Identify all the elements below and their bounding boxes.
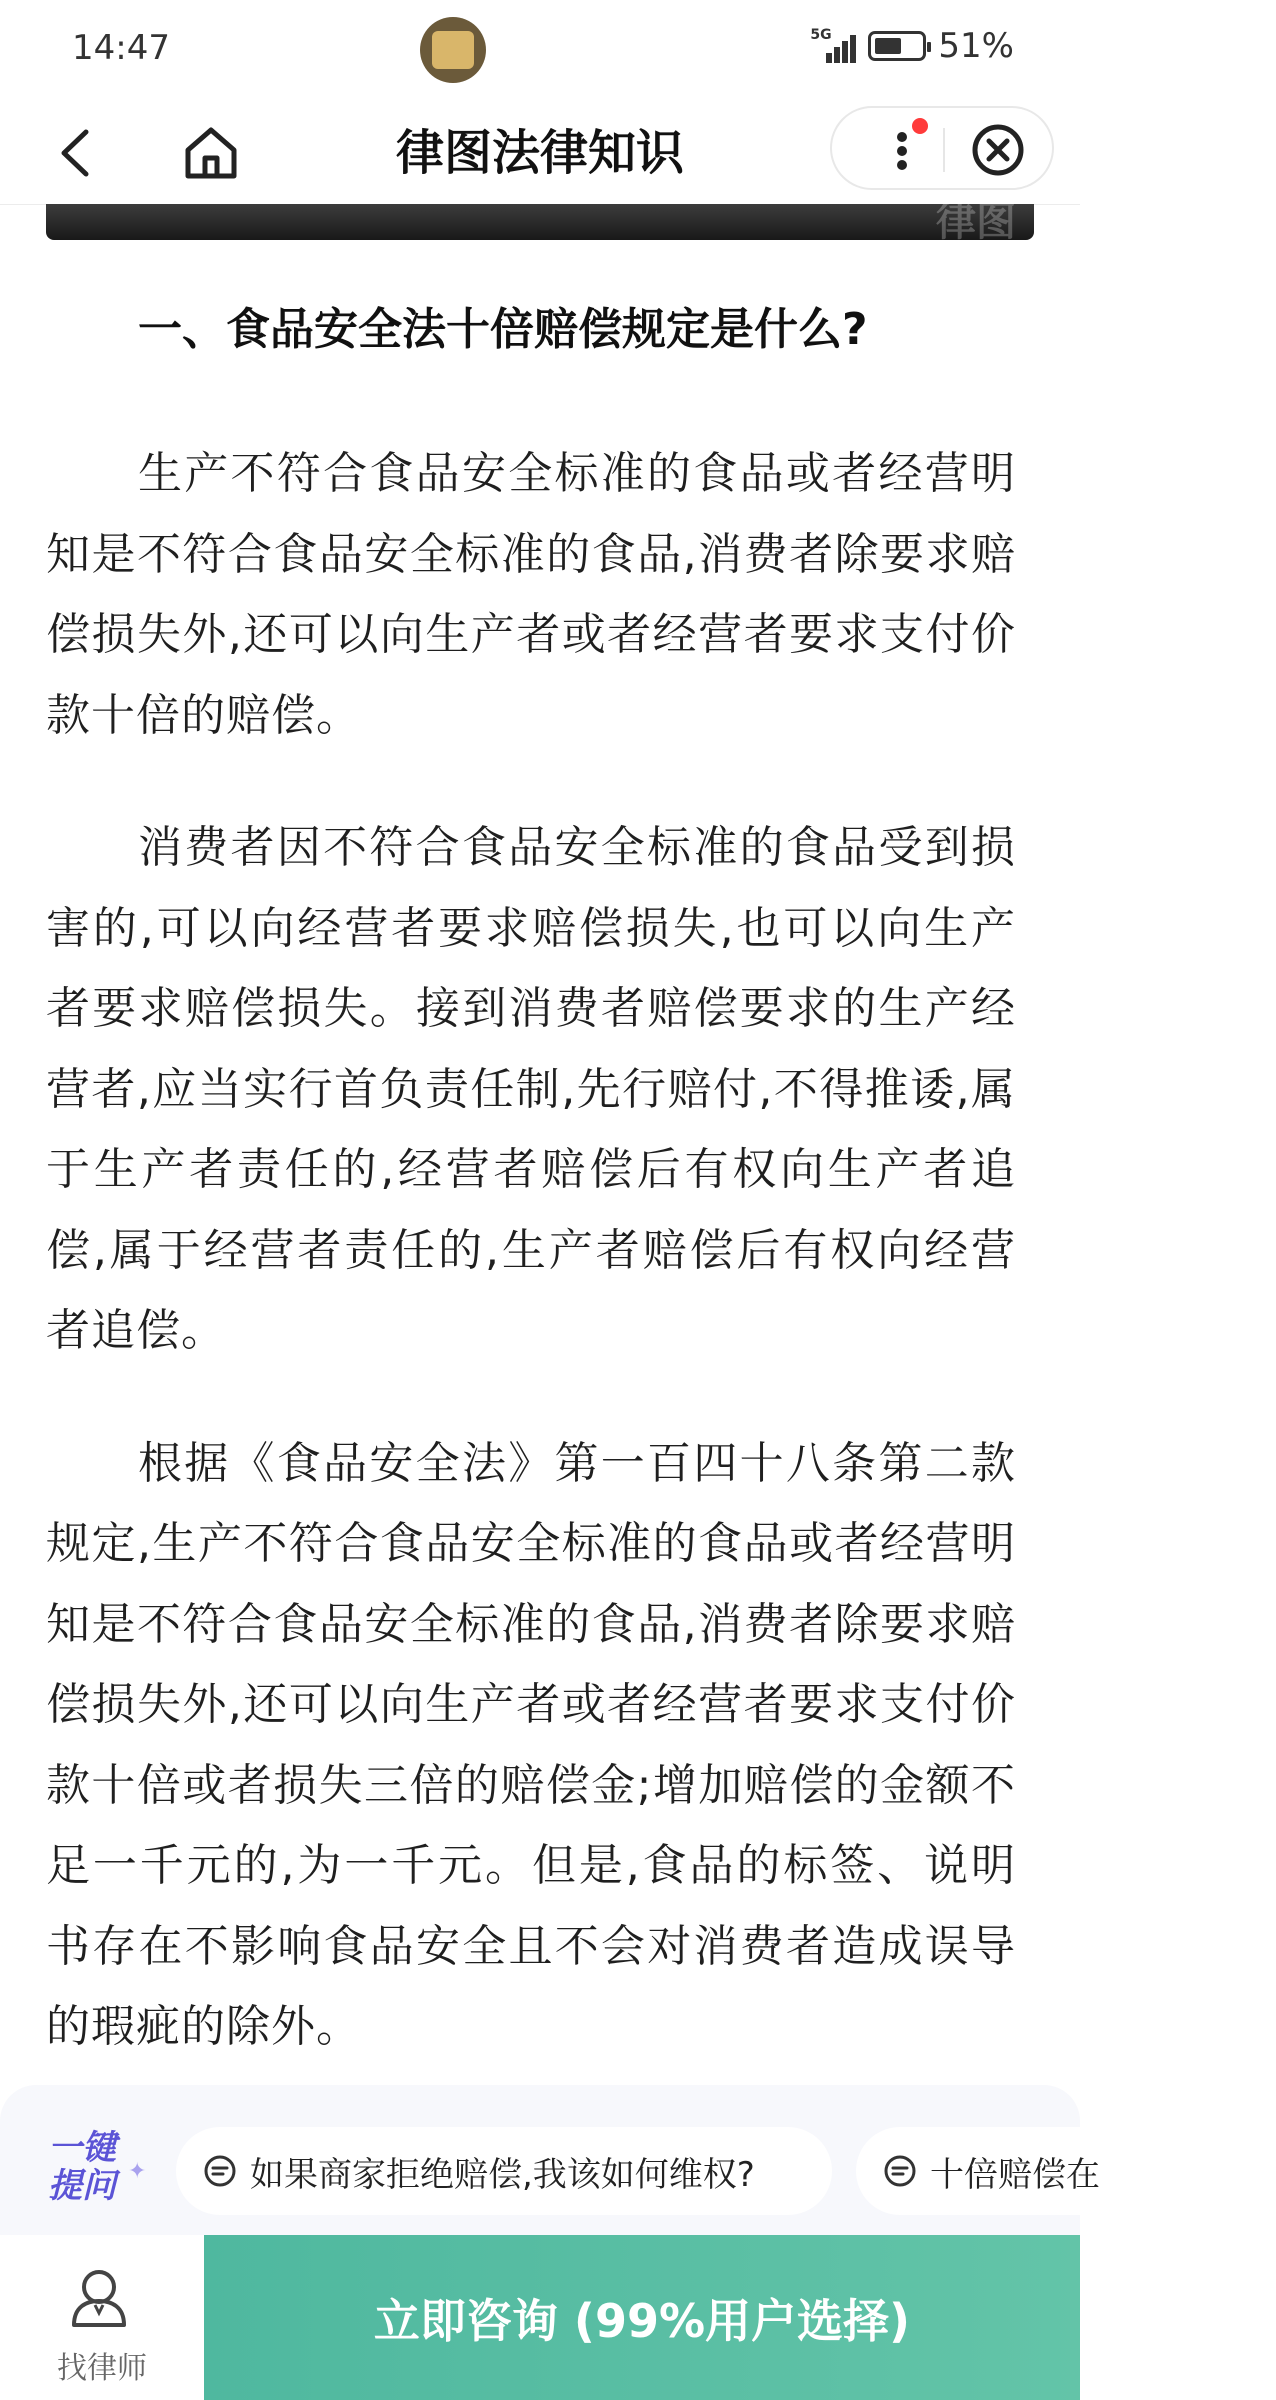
nav-bar bbox=[0, 100, 1080, 205]
find-lawyer-button[interactable] bbox=[0, 2235, 204, 2400]
quick-ask-logo bbox=[48, 2129, 158, 2205]
find-lawyer-label: 找律师 bbox=[57, 2351, 147, 2386]
consult-now-label: 立即咨询 (99%用户选择) bbox=[373, 2293, 911, 2348]
capsule-divider bbox=[943, 128, 945, 172]
app-notification-avatar-icon bbox=[420, 17, 486, 83]
consult-now-button[interactable] bbox=[204, 2235, 1080, 2400]
lawyer-person-icon bbox=[64, 2263, 134, 2333]
chat-bubble-icon bbox=[202, 2153, 238, 2189]
image-watermark: 律图 bbox=[936, 199, 1016, 245]
quick-question-text: 如果商家拒绝赔偿,我该如何维权? bbox=[250, 2154, 755, 2195]
close-button[interactable] bbox=[970, 122, 1026, 178]
network-type: 5G bbox=[810, 27, 832, 43]
more-icon-dot bbox=[897, 146, 907, 156]
quick-question-text: 十倍赔偿在 bbox=[930, 2154, 1100, 2195]
quick-ask-bar bbox=[0, 2085, 1100, 2235]
article-paragraph: 消费者因不符合食品安全标准的食品受到损害的,可以向经营者要求赔偿损失,也可以向生产者要求赔偿损失。接到消费者赔偿要求的生产经营者,应当实行首负责任制,先行赔付,不得推诿,属于生产者责任的,经营者赔偿后有权向生产者追偿,属于经营者责任的,生产者赔偿后有权向经营者追偿。 bbox=[46, 822, 1016, 1356]
chat-bubble-icon bbox=[882, 2153, 918, 2189]
quick-question-chip[interactable] bbox=[176, 2127, 832, 2215]
article-heading: 一、食品安全法十倍赔偿规定是什么? bbox=[138, 304, 868, 355]
quick-ask-logo-line2: 提问 bbox=[48, 2166, 116, 2206]
quick-ask-logo-line1: 一键 bbox=[48, 2128, 116, 2168]
more-icon bbox=[897, 132, 907, 142]
article-body bbox=[46, 300, 1016, 2068]
mini-program-capsule bbox=[830, 106, 1054, 190]
quick-question-chip[interactable] bbox=[856, 2127, 1276, 2215]
more-icon-dot bbox=[897, 160, 907, 170]
status-indicators bbox=[810, 26, 1014, 66]
page-title: 律图法律知识 bbox=[395, 125, 684, 181]
battery-level: 51% bbox=[938, 26, 1014, 66]
article-image bbox=[46, 199, 1034, 245]
more-button[interactable] bbox=[872, 118, 932, 182]
signal-5g-icon bbox=[810, 29, 856, 63]
article-paragraph: 根据《食品安全法》第一百四十八条第二款规定,生产不符合食品安全标准的食品或者经营明知是不符合食品安全标准的食品,消费者除要求赔偿损失外,还可以向生产者或者经营者要求支付价款十倍或者损失三倍的赔偿金;增加赔偿的金额不足一千元的,为一千元。但是,食品的标签、说明书存在不影响食品安全且不会对消费者造成误导的瑕疵的除外。 bbox=[46, 1437, 1016, 2052]
battery-icon bbox=[868, 31, 926, 61]
article-paragraph: 生产不符合食品安全标准的食品或者经营明知是不符合食品安全标准的食品,消费者除要求赔偿损失外,还可以向生产者或者经营者要求支付价款十倍的赔偿。 bbox=[46, 448, 1016, 741]
status-time: 14:47 bbox=[72, 28, 170, 68]
sparkle-icon: ✦ bbox=[128, 2159, 147, 2184]
notification-dot bbox=[912, 118, 928, 134]
bottom-action-bar bbox=[0, 2235, 1080, 2400]
status-bar bbox=[0, 0, 1080, 100]
close-circle-icon bbox=[970, 122, 1026, 178]
